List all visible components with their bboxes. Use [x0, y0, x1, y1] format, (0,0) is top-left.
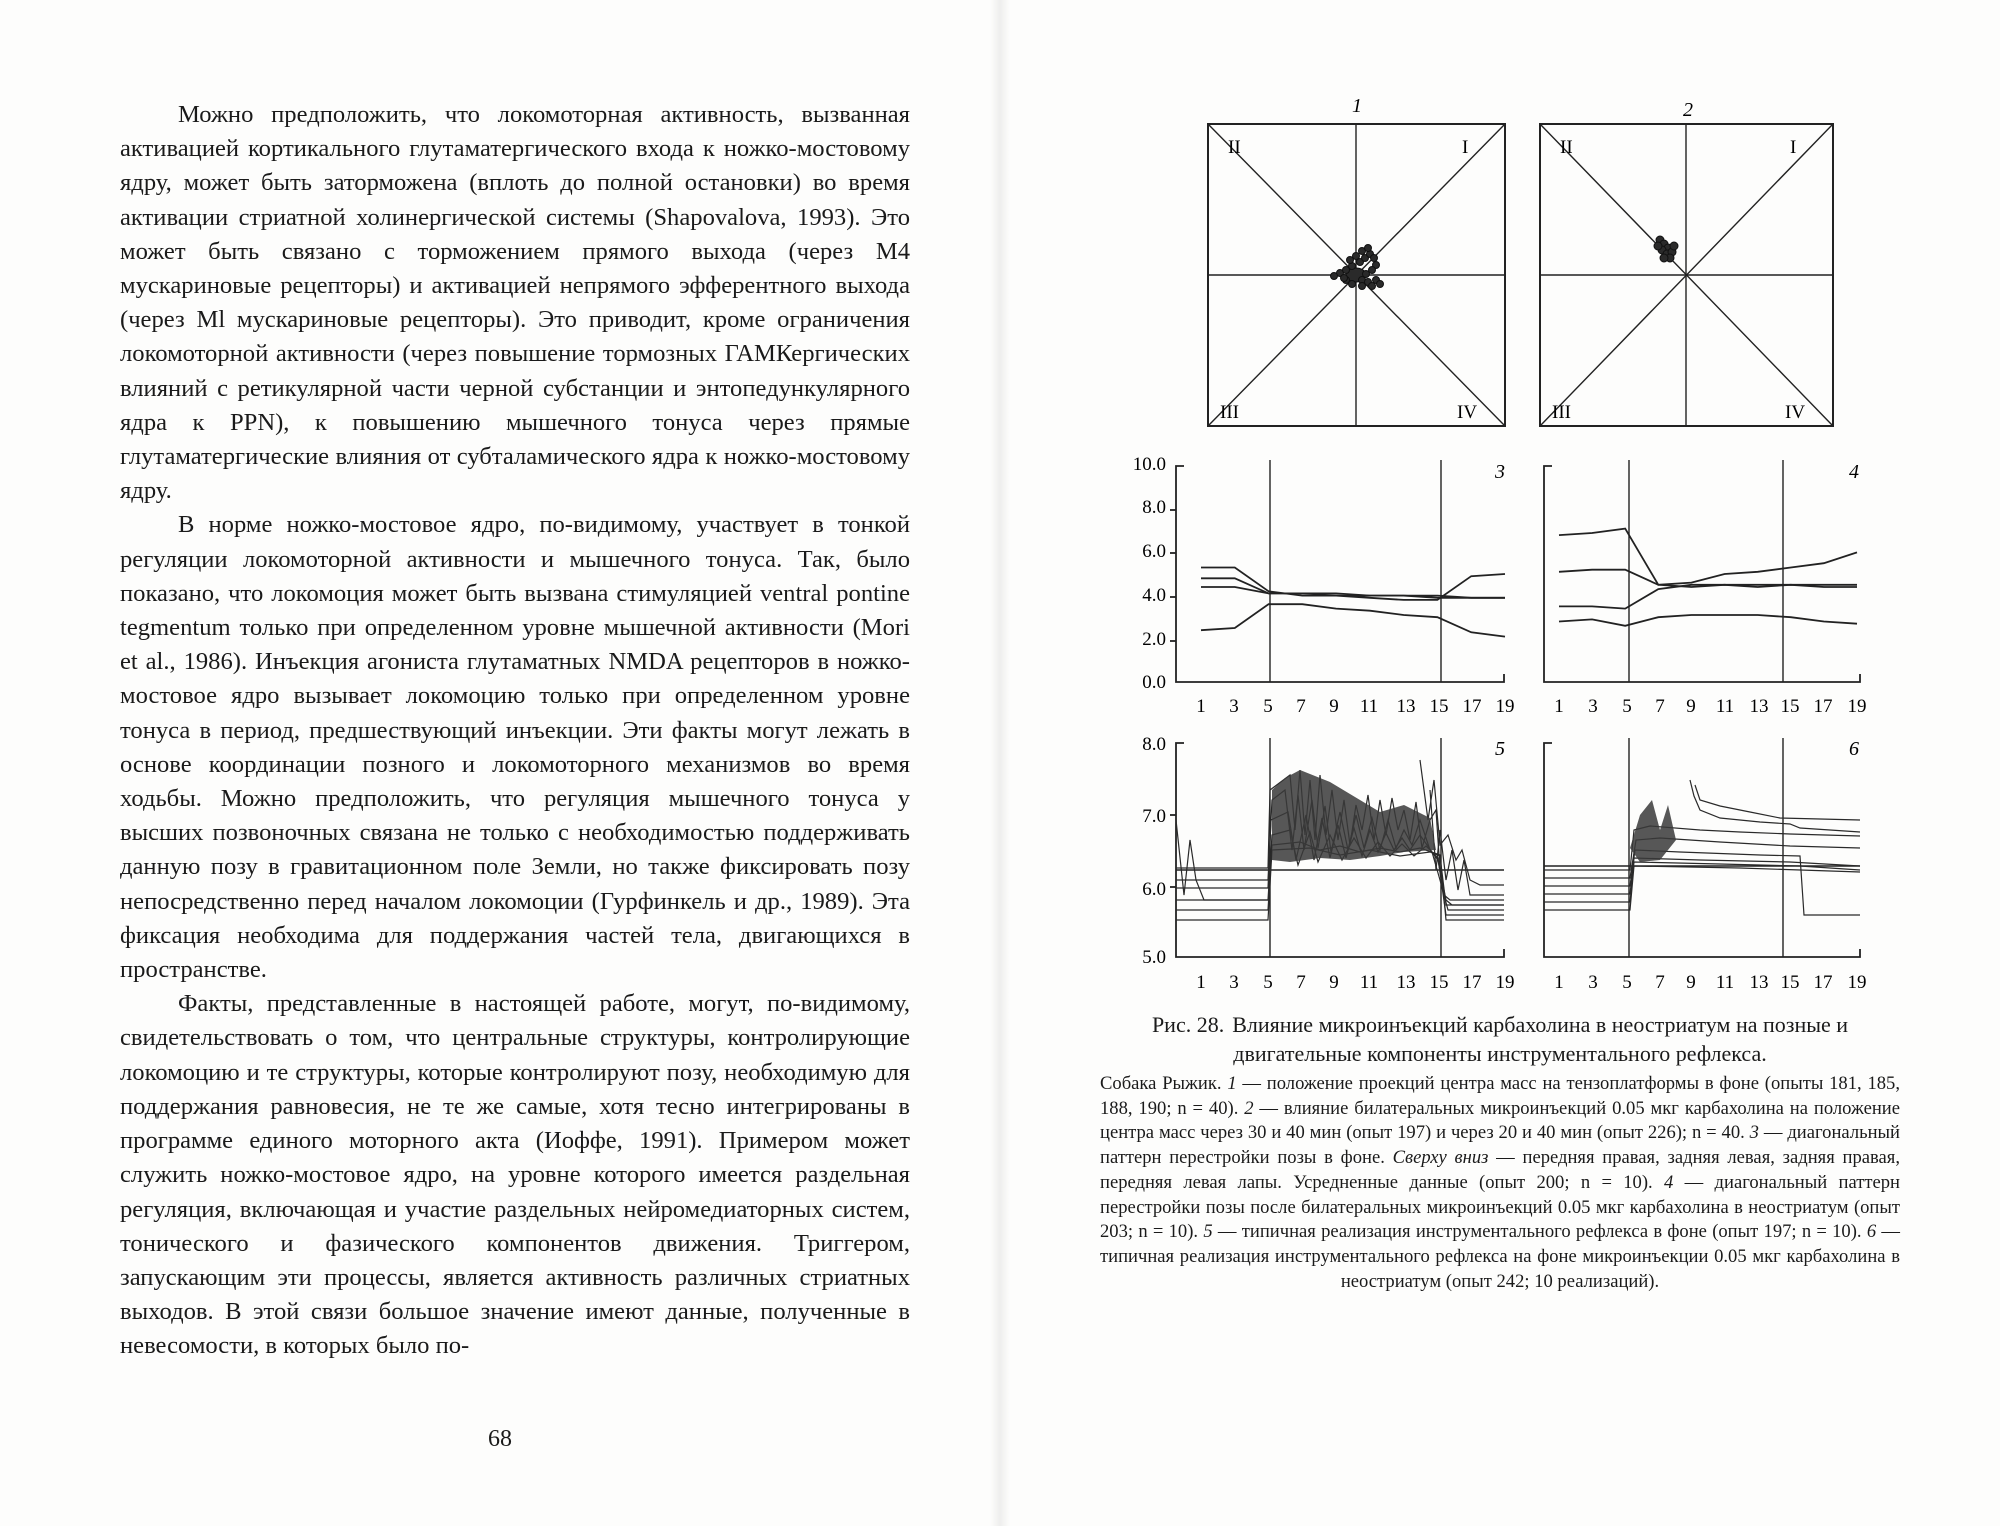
legend-text: — положение проекций центра масс на тензоплатформы в фоне (опыты 181, 185, 188, 190; n = 40). — [1100, 1073, 1900, 1119]
y-tick-label: 5.0 — [1142, 947, 1166, 968]
x-tick-label: 3 — [1588, 972, 1598, 993]
x-tick-label: 1 — [1196, 696, 1206, 717]
x-tick-label: 19 — [1495, 696, 1515, 717]
legend-text: — типичная реализация инструментального рефлекса на фоне микроинъекции 0.05 мкг карбахолина в неостриатум (опыт 242; 10 реализаций). — [1100, 1221, 1900, 1292]
panel-3-axes — [1170, 460, 1504, 682]
x-tick-label: 13 — [1749, 696, 1769, 717]
y-tick-label: 0.0 — [1142, 672, 1166, 693]
x-tick-label: 3 — [1588, 696, 1598, 717]
panel-6-dense-region — [1630, 800, 1676, 862]
legend-text: — диагональный паттерн перестройки позы в фоне. — [1100, 1122, 1900, 1169]
x-tick-label: 1 — [1554, 972, 1564, 993]
x-tick-label: 11 — [1715, 696, 1735, 717]
x-tick-label: 17 — [1462, 972, 1482, 993]
figure-legend — [1100, 1072, 1900, 1294]
y-tick-label: 6.0 — [1142, 879, 1166, 900]
quadrant-label: II — [1560, 137, 1573, 158]
x-tick-label: 9 — [1329, 696, 1339, 717]
panel-2-center-of-mass — [1540, 124, 1833, 426]
x-tick-label: 11 — [1359, 972, 1379, 993]
figure-28 — [1000, 0, 2000, 1010]
legend-number: 2 — [1244, 1097, 1254, 1119]
panel-5-dense-region — [1272, 770, 1436, 862]
series-line-3 — [1559, 585, 1857, 609]
x-tick-label: 17 — [1813, 696, 1833, 717]
panel-6-axes — [1544, 738, 1860, 957]
legend-number: 6 — [1866, 1221, 1877, 1243]
panel-4-lines — [1559, 529, 1857, 626]
legend-text: Собака Рыжик. — [1100, 1073, 1228, 1094]
panel-5-label: 5 — [1495, 738, 1505, 760]
x-tick-label: 17 — [1813, 972, 1833, 993]
panel-3-lines — [1201, 568, 1505, 637]
x-tick-label: 7 — [1655, 696, 1665, 717]
x-tick-label: 5 — [1622, 696, 1632, 717]
panel-2-label: 2 — [1683, 99, 1693, 121]
x-axis-labels-top-right — [1554, 696, 1866, 717]
panel-6-label: 6 — [1849, 738, 1859, 760]
legend-text: — передняя правая, задняя левая, задняя правая, передняя левая лапы. Усредненные данные (опыт 200; n = 10). — [1100, 1147, 1900, 1193]
panel-2-scatter-points — [1654, 236, 1678, 262]
x-axis-labels-bottom-left — [1196, 972, 1514, 993]
x-tick-label: 3 — [1229, 972, 1239, 993]
x-tick-label: 19 — [1495, 972, 1515, 993]
panel-4-label: 4 — [1849, 461, 1859, 483]
legend-number: 4 — [1664, 1171, 1674, 1193]
x-tick-label: 13 — [1396, 972, 1416, 993]
y-tick-label: 8.0 — [1142, 734, 1166, 755]
quadrant-label: I — [1790, 137, 1797, 158]
x-tick-label: 19 — [1847, 972, 1867, 993]
quadrant-label: III — [1220, 402, 1239, 423]
y-tick-label: 4.0 — [1142, 585, 1166, 606]
panel-1-scatter-points — [1331, 245, 1384, 290]
series-line-4 — [1201, 604, 1505, 636]
x-axis-labels-top-left — [1196, 696, 1514, 717]
legend-text: — влияние билатеральных микроинъекций 0.05 мкг карбахолина на положение центра масс через 30 и 40 мин (опыт 197) и через 20 и 40 мин (опыт 226); n = 40. — [1100, 1097, 1901, 1144]
x-tick-label: 15 — [1780, 972, 1800, 993]
y-tick-label: 10.0 — [1132, 454, 1166, 475]
legend-number: 5 — [1203, 1221, 1213, 1243]
x-tick-label: 9 — [1329, 972, 1339, 993]
figure-number: Рис. 28. — [1151, 1012, 1225, 1037]
figure-caption — [1110, 1010, 1890, 1068]
legend-italic: Сверху вниз — [1392, 1147, 1489, 1169]
x-tick-label: 5 — [1263, 696, 1273, 717]
x-tick-label: 7 — [1296, 696, 1306, 717]
panel-1-label: 1 — [1352, 95, 1362, 117]
right-page — [1000, 0, 2000, 1526]
panel-3-label: 3 — [1495, 461, 1505, 483]
x-tick-label: 13 — [1749, 972, 1769, 993]
x-tick-label: 7 — [1655, 972, 1665, 993]
figure-title: Влияние микроинъекций карбахолина в неостриатум на позные и двигательные компоненты инструментального рефлекса. — [1232, 1012, 1849, 1066]
x-tick-label: 19 — [1847, 696, 1867, 717]
series-line-4 — [1559, 615, 1857, 626]
quadrant-label: II — [1228, 137, 1241, 158]
x-tick-label: 11 — [1715, 972, 1735, 993]
legend-text: — диагональный паттерн перестройки позы после билатеральных микроинъекций 0.05 мкг карбахолина в неостриатум (опыт 203; n = 10). — [1100, 1171, 1900, 1243]
y-tick-label: 6.0 — [1142, 541, 1166, 562]
quadrant-label: III — [1552, 402, 1571, 423]
paragraph: Можно предположить, что локомоторная активность, вызванная активацией кортикального глутаматергического входа к ножко-мостовому ядру, может быть заторможена (вплоть до полной остановки) во время активации стриатной холинергической системы (Shapovalova, 1993). Это может быть связано с торможением прямого выхода (через М4 мускариновые рецепторы) и активацией непрямого эфферентного выхода (через Ml мускариновые рецепторы). Это приводит, кроме ограничения локомоторной активности (через повышение тормозных ГАМКергических влияний с ретикулярной части черной субстанции и энтопедункулярного ядра к PPN), к повышению мышечного тонуса через прямые глутаматергические влияния от субталамического ядра к ножко-мостовому ядру. — [120, 101, 910, 505]
quadrant-label: IV — [1785, 402, 1806, 423]
legend-number: 1 — [1227, 1073, 1237, 1094]
x-tick-label: 9 — [1686, 972, 1696, 993]
paragraph: Факты, представленные в настоящей работе, могут, по-видимому, свидетельствовать о том, что центральные структуры, контролирующие локомоцию и те структуры, которые контролируют позу, необходимую для поддержания равновесия, не те же самые, хотя тесно интегрированы в программе единого моторного акта (Иоффе, 1991). Примером может служить ножко-мостовое ядро, на уровне которого имеется раздельная регуляция, включающая и участие раздельных нейромедиаторных систем, тонического и фазического компонентов движения. Триггером, запускающим эти процессы, является активность различных стриатных выходов. В этой связи большое значение имеют данные, полученные в невесомости, в которых было по- — [120, 990, 910, 1360]
x-axis-labels-bottom-right — [1554, 972, 1866, 993]
y-tick-label: 7.0 — [1142, 806, 1166, 827]
x-tick-label: 3 — [1229, 696, 1239, 717]
quadrant-label: I — [1462, 137, 1469, 158]
x-tick-label: 11 — [1359, 696, 1379, 717]
x-tick-label: 1 — [1554, 696, 1564, 717]
quadrant-label: IV — [1457, 402, 1478, 423]
paragraph: В норме ножко-мостовое ядро, по-видимому, участвует в тонкой регуляции локомоторной активности и мышечного тонуса. Так, было показано, что локомоция может быть вызвана стимуляцией ventral pontine tegmentum только при определенном уровне мышечной активности (Mori et al., 1986). Инъекция агониста глутаматных NMDA рецепторов в ножко-мостовое ядро вызывает локомоцию только при определенном уровне тонуса в период, предшествующий инъекции. Эти факты могут лежать в основе координации позного и локомоторного механизмов во время ходьбы. Можно предположить, что регуляция мышечного тонуса у высших позвоночных связана не только с необходимостью поддерживать данную позу в гравитационном поле Земли, но также фиксировать позу непосредственно перед началом локомоции (Гурфинкель и др., 1989). Эта фиксация необходима для поддержания частей тела, двигающихся в пространстве. — [120, 511, 910, 984]
x-tick-label: 17 — [1462, 696, 1482, 717]
panel-6-traces — [1544, 780, 1860, 915]
x-tick-label: 5 — [1622, 972, 1632, 993]
x-tick-label: 15 — [1429, 696, 1449, 717]
series-line-1 — [1559, 529, 1857, 585]
panel-4-axes — [1544, 460, 1860, 682]
x-tick-label: 5 — [1263, 972, 1273, 993]
x-tick-label: 7 — [1296, 972, 1306, 993]
legend-number: 3 — [1749, 1122, 1759, 1144]
y-tick-label: 8.0 — [1142, 497, 1166, 518]
x-tick-label: 1 — [1196, 972, 1206, 993]
x-tick-label: 15 — [1429, 972, 1449, 993]
y-tick-label: 2.0 — [1142, 629, 1166, 650]
body-text — [120, 98, 910, 1364]
x-tick-label: 15 — [1780, 696, 1800, 717]
x-tick-label: 9 — [1686, 696, 1696, 717]
page-number: 68 — [488, 1426, 512, 1452]
legend-text: — типичная реализация инструментального рефлекса в фоне (опыт 197; n = 10). — [1212, 1221, 1867, 1243]
x-tick-label: 13 — [1396, 696, 1416, 717]
